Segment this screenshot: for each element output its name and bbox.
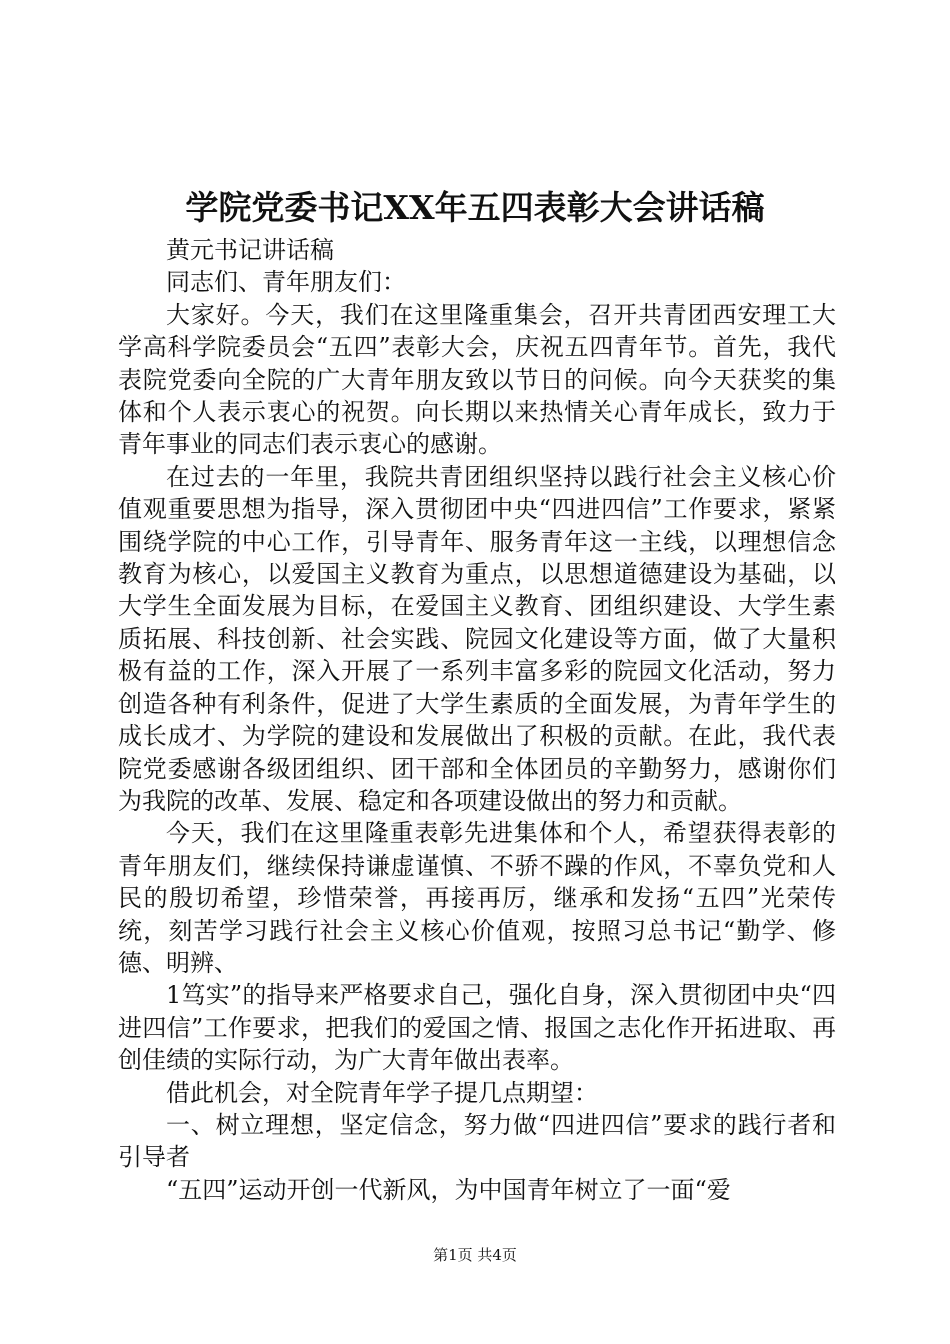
body-paragraph: “五四”运动开创一代新风，为中国青年树立了一面“爱 <box>166 1175 731 1204</box>
body-paragraph: 借此机会，对全院青年学子提几点期望： <box>166 1078 598 1107</box>
section-heading: 一、树立理想，坚定信念，努力做“四进四信”要求的践行者和引导者 <box>118 1110 836 1172</box>
document-body <box>118 234 836 1206</box>
body-paragraph: 大家好。今天，我们在这里隆重集会，召开共青团西安理工大学高科学院委员会“五四”表彰大会，庆祝五四青年节。首先，我代表院党委向全院的广大青年朋友致以节日的问候。向今天获奖的集体和个人表示衷心的祝贺。向长期以来热情关心青年成长，致力于青年事业的同志们表示衷心的感谢。 <box>118 300 836 459</box>
document-title: 学院党委书记XX年五四表彰大会讲话稿 <box>185 188 765 227</box>
body-paragraph: 在过去的一年里，我院共青团组织坚持以践行社会主义核心价值观重要思想为指导，深入贯彻团中央“四进四信”工作要求，紧紧围绕学院的中心工作，引导青年、服务青年这一主线，以理想信念教育为核心，以爱国主义教育为重点，以思想道德建设为基础，以大学生全面发展为目标，在爱国主义教育、团组织建设、大学生素质拓展、科技创新、社会实践、院园文化建设等方面，做了大量积极有益的工作，深入开展了一系列丰富多彩的院园文化活动，努力创造各种有利条件，促进了大学生素质的全面发展，为青年学生的成长成才、为学院的建设和发展做出了积极的贡献。在此，我代表院党委感谢各级团组织、团干部和全体团员的辛勤努力，感谢你们为我院的改革、发展、稳定和各项建设做出的努力和贡献。 <box>118 462 836 815</box>
body-paragraph: 1笃实”的指导来严格要求自己，强化自身，深入贯彻团中央“四进四信”工作要求，把我们的爱国之情、报国之志化作开拓进取、再创佳绩的实际行动，为广大青年做出表率。 <box>118 981 836 1075</box>
page-footer: 第1页 共4页 <box>433 1246 517 1264</box>
body-paragraph: 今天，我们在这里隆重表彰先进集体和个人，希望获得表彰的青年朋友们，继续保持谦虚谨慎、不骄不躁的作风，不辜负党和人民的殷切希望，珍惜荣誉，再接再厉，继承和发扬“五四”光荣传统，刻苦学习践行社会主义核心价值观，按照习总书记“勤学、修德、明辨、 <box>118 819 836 977</box>
speech-author-line: 黄元书记讲话稿 <box>166 236 334 264</box>
salutation: 同志们、青年朋友们： <box>166 268 406 297</box>
